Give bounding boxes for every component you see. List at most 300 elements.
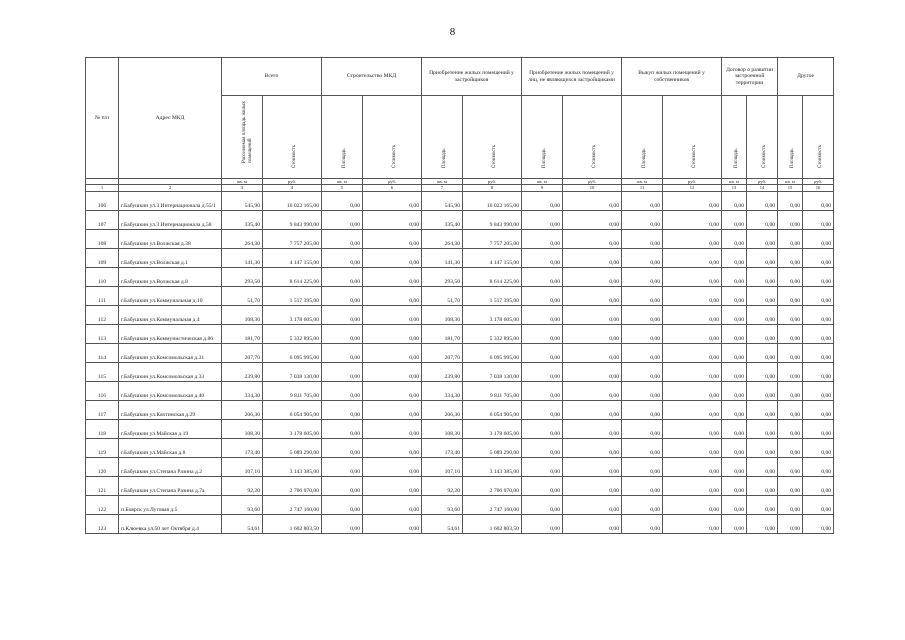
- row-cost-value: 0,00: [563, 248, 622, 267]
- table-row: [86, 305, 834, 324]
- row-cost-value: 0,00: [363, 191, 422, 210]
- row-area-value: 206,30: [222, 400, 263, 419]
- unit-label: руб.: [263, 179, 322, 185]
- row-cost-value: 8 614 225,00: [263, 267, 322, 286]
- row-cost-value: 0,00: [363, 286, 422, 305]
- row-area-value: 0,00: [722, 514, 747, 533]
- header-cost: Стоимость: [563, 96, 622, 179]
- row-area-value: 0,00: [722, 305, 747, 324]
- header-group-territory-development: Договор о развитии застроенной территории: [722, 58, 778, 96]
- row-area-value: 0,00: [622, 495, 663, 514]
- row-number: 115: [86, 362, 119, 381]
- row-cost-value: 0,00: [563, 229, 622, 248]
- column-number: 13: [722, 185, 747, 191]
- row-area-value: 173,40: [422, 438, 463, 457]
- row-area-value: 0,00: [722, 457, 747, 476]
- row-cost-value: 0,00: [803, 248, 834, 267]
- header-area: Площадь: [422, 96, 463, 179]
- row-address: г.Бабушкин ул.Майская д.19: [119, 419, 222, 438]
- row-area-value: 0,00: [622, 362, 663, 381]
- header-group-other: Другое: [778, 58, 834, 96]
- row-number: 110: [86, 267, 119, 286]
- row-cost-value: 3 178 605,00: [263, 419, 322, 438]
- table-row: [86, 191, 834, 210]
- row-area-value: 334,30: [422, 381, 463, 400]
- row-cost-value: 0,00: [803, 457, 834, 476]
- row-cost-value: 0,00: [747, 400, 778, 419]
- header-cost: Стоимость: [803, 96, 834, 179]
- header-resettle-area: Расселяемая площадь жилых помещений: [222, 96, 263, 179]
- row-area-value: 239,80: [422, 362, 463, 381]
- header-group-construction: Строительство МКД: [322, 58, 422, 96]
- row-cost-value: 0,00: [363, 495, 422, 514]
- column-number: 10: [563, 185, 622, 191]
- row-area-value: 0,00: [778, 229, 803, 248]
- row-area-value: 0,00: [622, 286, 663, 305]
- unit-label: кв. м: [322, 179, 363, 185]
- unit-label: кв. м: [222, 179, 263, 185]
- row-area-value: 0,00: [322, 476, 363, 495]
- row-cost-value: 7 038 130,00: [263, 362, 322, 381]
- row-cost-value: 0,00: [803, 343, 834, 362]
- row-cost-value: 0,00: [747, 381, 778, 400]
- row-number: 107: [86, 210, 119, 229]
- row-cost-value: 0,00: [803, 381, 834, 400]
- row-cost-value: 0,00: [363, 267, 422, 286]
- row-area-value: 0,00: [322, 381, 363, 400]
- row-cost-value: 0,00: [747, 248, 778, 267]
- row-area-value: 0,00: [322, 191, 363, 210]
- row-area-value: 108,30: [422, 419, 463, 438]
- row-cost-value: 0,00: [663, 514, 722, 533]
- row-cost-value: 0,00: [663, 400, 722, 419]
- row-area-value: 334,30: [222, 381, 263, 400]
- header-cost: Стоимость: [747, 96, 778, 179]
- row-address: г.Бабушкин ул.Волжская д.1: [119, 248, 222, 267]
- row-address: г.Бабушкин ул.Степана Разина д.2: [119, 457, 222, 476]
- row-number: 122: [86, 495, 119, 514]
- row-cost-value: 6 054 905,00: [463, 400, 522, 419]
- row-cost-value: 1 517 395,00: [263, 286, 322, 305]
- table-row: [86, 210, 834, 229]
- row-area-value: 0,00: [522, 495, 563, 514]
- row-cost-value: 0,00: [803, 438, 834, 457]
- row-cost-value: 0,00: [803, 229, 834, 248]
- row-cost-value: 3 143 385,00: [463, 457, 522, 476]
- row-area-value: 0,00: [622, 210, 663, 229]
- row-area-value: 0,00: [778, 495, 803, 514]
- row-cost-value: 0,00: [747, 324, 778, 343]
- row-area-value: 0,00: [622, 229, 663, 248]
- row-cost-value: 0,00: [747, 191, 778, 210]
- row-cost-value: 0,00: [363, 400, 422, 419]
- row-cost-value: 4 147 155,00: [263, 248, 322, 267]
- row-cost-value: 0,00: [563, 495, 622, 514]
- row-area-value: 0,00: [522, 324, 563, 343]
- row-area-value: 54,61: [222, 514, 263, 533]
- row-area-value: 0,00: [522, 514, 563, 533]
- row-address: г.Бабушкин ул.Майская д.8: [119, 438, 222, 457]
- row-address: г.Бабушкин ул.Коммунальная д.4: [119, 305, 222, 324]
- row-cost-value: 0,00: [803, 400, 834, 419]
- row-area-value: 0,00: [622, 324, 663, 343]
- row-cost-value: 0,00: [363, 229, 422, 248]
- row-area-value: 0,00: [622, 457, 663, 476]
- row-area-value: 293,50: [422, 267, 463, 286]
- row-cost-value: 0,00: [747, 305, 778, 324]
- row-area-value: 0,00: [322, 343, 363, 362]
- table-row: [86, 324, 834, 343]
- header-cost: Стоимость: [463, 96, 522, 179]
- row-cost-value: 0,00: [747, 514, 778, 533]
- row-cost-value: 0,00: [663, 362, 722, 381]
- row-cost-value: 0,00: [563, 514, 622, 533]
- row-cost-value: 0,00: [803, 476, 834, 495]
- row-cost-value: 0,00: [663, 419, 722, 438]
- row-area-value: 264,30: [422, 229, 463, 248]
- row-number: 119: [86, 438, 119, 457]
- row-area-value: 0,00: [622, 476, 663, 495]
- row-cost-value: 3 178 605,00: [463, 305, 522, 324]
- row-cost-value: 0,00: [563, 381, 622, 400]
- row-cost-value: 0,00: [663, 343, 722, 362]
- row-cost-value: 0,00: [803, 191, 834, 210]
- row-cost-value: 0,00: [747, 419, 778, 438]
- row-cost-value: 0,00: [803, 495, 834, 514]
- row-cost-value: 0,00: [803, 514, 834, 533]
- row-address: г.Бабушкин ул.Коммунистическая д.86: [119, 324, 222, 343]
- row-cost-value: 6 095 995,00: [463, 343, 522, 362]
- column-number: 12: [663, 185, 722, 191]
- row-area-value: 0,00: [722, 419, 747, 438]
- row-area-value: 0,00: [722, 495, 747, 514]
- row-number: 120: [86, 457, 119, 476]
- header-area: Площадь: [322, 96, 363, 179]
- row-cost-value: 0,00: [747, 210, 778, 229]
- table-row: [86, 476, 834, 495]
- row-number: 106: [86, 191, 119, 210]
- row-cost-value: 2 706 070,00: [463, 476, 522, 495]
- row-area-value: 0,00: [322, 514, 363, 533]
- row-area-value: 0,00: [522, 229, 563, 248]
- row-cost-value: 0,00: [363, 343, 422, 362]
- row-cost-value: 16 022 165,00: [263, 191, 322, 210]
- row-cost-value: 0,00: [563, 305, 622, 324]
- row-cost-value: 5 089 290,00: [463, 438, 522, 457]
- row-address: г.Бабушкин ул.Волжская д.8: [119, 267, 222, 286]
- row-area-value: 0,00: [722, 191, 747, 210]
- row-number: 108: [86, 229, 119, 248]
- row-address: г.Бабушкин ул.Комсомольская д.33: [119, 362, 222, 381]
- row-area-value: 0,00: [722, 248, 747, 267]
- row-area-value: 0,00: [722, 438, 747, 457]
- row-number: 109: [86, 248, 119, 267]
- row-area-value: 0,00: [778, 210, 803, 229]
- row-address: п.Боярск ул.Луговая д.5: [119, 495, 222, 514]
- row-area-value: 0,00: [622, 305, 663, 324]
- row-cost-value: 9 843 990,00: [463, 210, 522, 229]
- unit-label: кв. м: [622, 179, 663, 185]
- row-cost-value: 0,00: [803, 419, 834, 438]
- row-area-value: 108,30: [222, 305, 263, 324]
- row-cost-value: 7 757 205,00: [263, 229, 322, 248]
- row-area-value: 0,00: [778, 324, 803, 343]
- header-area: Площадь: [778, 96, 803, 179]
- unit-label: руб.: [363, 179, 422, 185]
- row-area-value: 0,00: [722, 362, 747, 381]
- row-area-value: 0,00: [522, 248, 563, 267]
- header-cost: Стоимость: [663, 96, 722, 179]
- row-area-value: 0,00: [722, 210, 747, 229]
- row-address: г.Бабушкин ул.Кяхтинская д.29: [119, 400, 222, 419]
- row-area-value: 51,70: [422, 286, 463, 305]
- row-area-value: 0,00: [522, 191, 563, 210]
- row-area-value: 92,20: [222, 476, 263, 495]
- unit-label: руб.: [803, 179, 834, 185]
- row-cost-value: 0,00: [563, 267, 622, 286]
- row-cost-value: 0,00: [563, 400, 622, 419]
- row-area-value: 0,00: [778, 248, 803, 267]
- resettlement-table: [85, 57, 834, 534]
- unit-label: руб.: [563, 179, 622, 185]
- row-cost-value: 0,00: [363, 210, 422, 229]
- row-area-value: 0,00: [622, 267, 663, 286]
- row-area-value: 0,00: [322, 210, 363, 229]
- row-cost-value: 0,00: [563, 343, 622, 362]
- header-address: Адрес МКД: [119, 58, 222, 179]
- row-cost-value: 0,00: [747, 495, 778, 514]
- row-number: 117: [86, 400, 119, 419]
- row-area-value: 0,00: [722, 476, 747, 495]
- row-cost-value: 0,00: [747, 267, 778, 286]
- row-address: п.Клюевка ул.50 лет Октября д.4: [119, 514, 222, 533]
- unit-label: кв. м: [778, 179, 803, 185]
- row-area-value: 0,00: [322, 305, 363, 324]
- row-cost-value: 0,00: [363, 305, 422, 324]
- table-row: [86, 381, 834, 400]
- row-area-value: 0,00: [622, 514, 663, 533]
- row-cost-value: 0,00: [663, 476, 722, 495]
- row-area-value: 0,00: [622, 419, 663, 438]
- row-area-value: 0,00: [322, 438, 363, 457]
- row-cost-value: 3 178 605,00: [463, 419, 522, 438]
- row-area-value: 0,00: [322, 362, 363, 381]
- row-cost-value: 0,00: [747, 457, 778, 476]
- row-cost-value: 0,00: [803, 305, 834, 324]
- row-area-value: 0,00: [322, 286, 363, 305]
- row-cost-value: 0,00: [803, 210, 834, 229]
- header-group-purchase-developers: Приобретение жилых помещений у застройщиков: [422, 58, 522, 96]
- row-address: г.Бабушкин ул.Волжская д.38: [119, 229, 222, 248]
- row-cost-value: 6 095 995,00: [263, 343, 322, 362]
- row-area-value: 0,00: [622, 191, 663, 210]
- row-area-value: 93,60: [422, 495, 463, 514]
- row-area-value: 0,00: [522, 419, 563, 438]
- row-area-value: 0,00: [522, 457, 563, 476]
- row-area-value: 0,00: [522, 400, 563, 419]
- row-area-value: 0,00: [322, 229, 363, 248]
- row-area-value: 0,00: [778, 191, 803, 210]
- column-number: 6: [363, 185, 422, 191]
- header-group-row: [86, 58, 834, 96]
- row-cost-value: 0,00: [363, 438, 422, 457]
- row-area-value: 0,00: [522, 267, 563, 286]
- row-area-value: 0,00: [778, 419, 803, 438]
- row-area-value: 0,00: [622, 400, 663, 419]
- row-cost-value: 0,00: [803, 324, 834, 343]
- row-cost-value: 1 602 803,50: [263, 514, 322, 533]
- row-area-value: 0,00: [522, 210, 563, 229]
- row-cost-value: 3 178 605,00: [263, 305, 322, 324]
- row-cost-value: 0,00: [663, 438, 722, 457]
- row-cost-value: 9 811 705,00: [263, 381, 322, 400]
- row-area-value: 141,30: [222, 248, 263, 267]
- row-area-value: 0,00: [778, 400, 803, 419]
- row-number: 113: [86, 324, 119, 343]
- row-area-value: 293,50: [222, 267, 263, 286]
- row-cost-value: 5 332 895,00: [263, 324, 322, 343]
- row-area-value: 0,00: [522, 343, 563, 362]
- row-area-value: 0,00: [622, 381, 663, 400]
- row-cost-value: 0,00: [563, 476, 622, 495]
- row-cost-value: 0,00: [363, 514, 422, 533]
- row-cost-value: 0,00: [663, 381, 722, 400]
- row-area-value: 0,00: [622, 438, 663, 457]
- row-area-value: 207,70: [222, 343, 263, 362]
- row-area-value: 173,40: [222, 438, 263, 457]
- table-row: [86, 362, 834, 381]
- row-area-value: 0,00: [722, 400, 747, 419]
- row-area-value: 0,00: [522, 305, 563, 324]
- row-number: 111: [86, 286, 119, 305]
- row-area-value: 0,00: [722, 267, 747, 286]
- row-cost-value: 0,00: [563, 324, 622, 343]
- header-cost: Стоимость: [363, 96, 422, 179]
- table-row: [86, 286, 834, 305]
- row-number: 123: [86, 514, 119, 533]
- row-area-value: 0,00: [322, 248, 363, 267]
- row-cost-value: 0,00: [563, 438, 622, 457]
- row-address: г.Бабушкин ул.Комсомольская д.40: [119, 381, 222, 400]
- row-area-value: 0,00: [778, 267, 803, 286]
- row-cost-value: 7 757 205,00: [463, 229, 522, 248]
- row-cost-value: 0,00: [363, 476, 422, 495]
- header-group-buyout-owners: Выкуп жилых помещений у собственников: [622, 58, 722, 96]
- row-area-value: 0,00: [322, 495, 363, 514]
- header-area: Площадь: [622, 96, 663, 179]
- row-address: г.Бабушкин ул.Комсомольская д.31: [119, 343, 222, 362]
- row-area-value: 206,30: [422, 400, 463, 419]
- row-area-value: 0,00: [778, 381, 803, 400]
- row-address: г.Бабушкин ул.Степана Разина д.7а: [119, 476, 222, 495]
- row-area-value: 0,00: [522, 362, 563, 381]
- row-area-value: 545,90: [222, 191, 263, 210]
- row-number: 114: [86, 343, 119, 362]
- row-area-value: 107,10: [222, 457, 263, 476]
- row-area-value: 0,00: [522, 286, 563, 305]
- row-cost-value: 0,00: [747, 476, 778, 495]
- column-number: 3: [222, 185, 263, 191]
- row-address: г.Бабушкин ул.Коммунальная д.10: [119, 286, 222, 305]
- row-cost-value: 0,00: [563, 419, 622, 438]
- column-number: 14: [747, 185, 778, 191]
- row-cost-value: 0,00: [363, 248, 422, 267]
- row-area-value: 239,80: [222, 362, 263, 381]
- row-area-value: 0,00: [778, 286, 803, 305]
- row-area-value: 181,70: [422, 324, 463, 343]
- row-area-value: 0,00: [722, 229, 747, 248]
- row-cost-value: 0,00: [363, 324, 422, 343]
- row-cost-value: 0,00: [363, 419, 422, 438]
- row-cost-value: 0,00: [563, 457, 622, 476]
- row-area-value: 335,40: [222, 210, 263, 229]
- row-area-value: 0,00: [622, 343, 663, 362]
- row-area-value: 0,00: [322, 400, 363, 419]
- row-cost-value: 0,00: [563, 191, 622, 210]
- row-cost-value: 5 089 290,00: [263, 438, 322, 457]
- table-row: [86, 267, 834, 286]
- row-cost-value: 0,00: [747, 343, 778, 362]
- row-cost-value: 8 614 225,00: [463, 267, 522, 286]
- row-cost-value: 7 038 130,00: [463, 362, 522, 381]
- column-number: 16: [803, 185, 834, 191]
- column-number: 7: [422, 185, 463, 191]
- row-cost-value: 0,00: [363, 362, 422, 381]
- row-address: г.Бабушкин ул.3 Интернационала д.55/1: [119, 191, 222, 210]
- row-area-value: 0,00: [722, 324, 747, 343]
- header-group-total: Всего: [222, 58, 322, 96]
- row-area-value: 0,00: [778, 514, 803, 533]
- row-number: 121: [86, 476, 119, 495]
- row-area-value: 0,00: [322, 419, 363, 438]
- header-area: Площадь: [522, 96, 563, 179]
- column-number: 4: [263, 185, 322, 191]
- row-area-value: 545,90: [422, 191, 463, 210]
- row-area-value: 0,00: [778, 305, 803, 324]
- row-cost-value: 9 811 705,00: [463, 381, 522, 400]
- row-number: 116: [86, 381, 119, 400]
- row-cost-value: 0,00: [563, 362, 622, 381]
- row-cost-value: 0,00: [363, 457, 422, 476]
- row-cost-value: 0,00: [663, 191, 722, 210]
- row-area-value: 51,70: [222, 286, 263, 305]
- row-area-value: 0,00: [522, 381, 563, 400]
- row-area-value: 0,00: [722, 286, 747, 305]
- column-number: 9: [522, 185, 563, 191]
- row-cost-value: 0,00: [363, 381, 422, 400]
- row-area-value: 0,00: [778, 457, 803, 476]
- row-area-value: 0,00: [722, 343, 747, 362]
- row-area-value: 0,00: [622, 248, 663, 267]
- row-cost-value: 9 843 990,00: [263, 210, 322, 229]
- row-cost-value: 0,00: [747, 438, 778, 457]
- row-area-value: 181,70: [222, 324, 263, 343]
- row-area-value: 0,00: [722, 381, 747, 400]
- row-area-value: 0,00: [778, 362, 803, 381]
- row-cost-value: 0,00: [663, 286, 722, 305]
- row-area-value: 107,10: [422, 457, 463, 476]
- row-number: 112: [86, 305, 119, 324]
- row-cost-value: 0,00: [803, 286, 834, 305]
- row-cost-value: 3 143 385,00: [263, 457, 322, 476]
- table-row: [86, 438, 834, 457]
- header-group-purchase-non-developers: Приобретение жилых помещений у лиц, не являющихся застройщиками: [522, 58, 622, 96]
- row-area-value: 0,00: [322, 324, 363, 343]
- row-cost-value: 2 747 160,00: [463, 495, 522, 514]
- row-area-value: 207,70: [422, 343, 463, 362]
- row-cost-value: 4 147 155,00: [463, 248, 522, 267]
- row-area-value: 0,00: [778, 476, 803, 495]
